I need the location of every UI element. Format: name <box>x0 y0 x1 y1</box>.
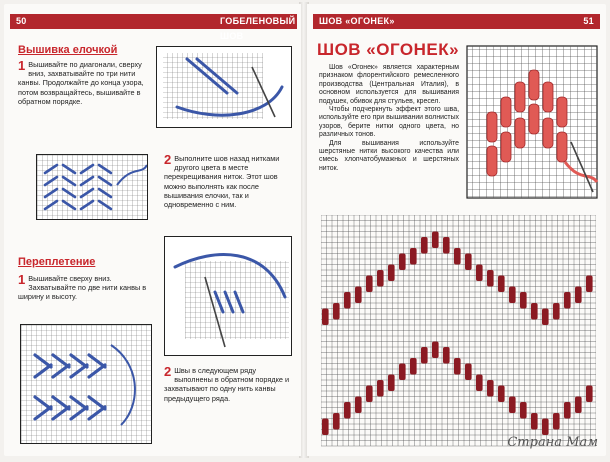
step-interlacing-1 <box>18 274 150 302</box>
stitch-mark <box>465 364 472 381</box>
flame-stitch-chart <box>321 215 596 447</box>
stitch-mark <box>465 254 472 271</box>
stitch-mark <box>564 402 571 419</box>
paragraph-3: Для вышивания используйте шерстяные нитки высокого качества или смесь хлопчатобумажных и шерстяных ниток. <box>319 139 459 172</box>
canvas-grid-illustration <box>157 47 292 128</box>
stitch-mark <box>322 419 329 436</box>
stitch-mark <box>520 292 527 309</box>
stitch-mark <box>333 303 340 320</box>
right-page <box>307 4 606 456</box>
stitch-mark <box>399 364 406 381</box>
stitch-mark <box>531 303 538 320</box>
watermark: Страна Мам <box>507 435 598 450</box>
stitch-mark <box>322 309 329 326</box>
stitch-mark <box>410 248 417 265</box>
paragraph-2: Чтобы подчеркнуть эффект этого шва, используйте его при вышивании волнистых узоров, берите нитки одного цвета, но различных тонов. <box>319 106 459 139</box>
stitch-mark <box>575 287 582 304</box>
left-page <box>4 4 301 456</box>
stitch-mark <box>575 397 582 414</box>
stitch-mark <box>355 287 362 304</box>
stitch-mark <box>344 402 351 419</box>
stitch-mark <box>454 358 461 375</box>
page-title: ШОВ «ОГОНЕК» <box>317 40 460 59</box>
herringbone-step1-illustration <box>156 46 292 128</box>
step-text: Швы в следующем ряду выполнены в обратном порядке и захватывают по одну нить канвы предыдущего ряда. <box>164 366 290 403</box>
step-text: Выполните шов назад нитками другого цвета в месте перекрещивания ниток. Этот шов можно выполнять как после вышивания елочки, так и одновременно с ним. <box>164 154 280 210</box>
step-herringbone-1 <box>18 60 150 106</box>
step-number: 2 <box>164 152 172 167</box>
stitch-mark <box>443 347 450 364</box>
stitch-mark <box>421 347 428 364</box>
interlacing-step2-illustration <box>20 324 152 444</box>
step-herringbone-2 <box>164 154 296 209</box>
stitch-mark <box>553 303 560 320</box>
left-running-head: ГОБЕЛЕНОВЫЙ ШОВ <box>220 16 296 41</box>
section-title-interlacing: Переплетение <box>18 256 96 268</box>
right-page-number: 51 <box>583 16 594 26</box>
left-running-header <box>10 14 297 41</box>
stitch-mark <box>542 419 549 436</box>
stitch-mark <box>377 270 384 287</box>
stitch-mark <box>344 292 351 309</box>
stitch-mark <box>520 402 527 419</box>
step-text: Вышивайте по диагонали, сверху вниз, захватывайте по три нити канвы. Продолжайте до конца узора, потом возвращайтесь, вышивайте в обратном порядке. <box>18 60 144 106</box>
stitch-mark <box>410 358 417 375</box>
flame-stitch-pattern-grid <box>321 215 596 447</box>
stitch-mark <box>454 248 461 265</box>
stitch-mark <box>531 413 538 430</box>
stitch-mark <box>399 254 406 271</box>
stitch-mark <box>586 276 593 293</box>
step-number: 1 <box>18 272 26 287</box>
step-text: Вышивайте сверху вниз. Захватывайте по две нити канвы в ширину и высоту. <box>18 274 147 302</box>
stitch-mark <box>564 292 571 309</box>
stitch-mark <box>432 232 439 249</box>
right-running-header <box>313 14 600 29</box>
herringbone-step2-illustration <box>36 154 148 220</box>
stitch-mark <box>366 276 373 293</box>
stitch-mark <box>509 397 516 414</box>
flame-stitch-illustration <box>465 42 599 202</box>
left-page-number: 50 <box>16 16 27 26</box>
step-number: 1 <box>18 58 26 73</box>
stitch-mark <box>388 265 395 282</box>
paragraph-1: Шов «Огонек» является характерным признаком флорентийского ремесленного производства (Центральная Италия), в основном используется для вышивания подушек, обивок для стульев, кресел. <box>319 64 459 105</box>
stitch-mark <box>509 287 516 304</box>
stitch-mark <box>333 413 340 430</box>
stitch-mark <box>377 380 384 397</box>
right-running-head: ШОВ «ОГОНЕК» <box>319 16 395 26</box>
stitch-mark <box>421 237 428 254</box>
step-interlacing-2 <box>164 366 296 403</box>
section-title-herringbone: Вышивка елочкой <box>18 44 118 56</box>
interlacing-step1-illustration <box>164 236 292 356</box>
stitch-mark <box>542 309 549 326</box>
stitch-mark <box>476 375 483 392</box>
stitch-mark <box>476 265 483 282</box>
stitch-mark <box>487 270 494 287</box>
stitch-mark <box>443 237 450 254</box>
stitch-mark <box>553 413 560 430</box>
stitch-mark <box>432 342 439 359</box>
stitch-mark <box>586 386 593 403</box>
stitch-mark <box>355 397 362 414</box>
stitch-mark <box>366 386 373 403</box>
body-text <box>319 64 459 173</box>
step-number: 2 <box>164 364 172 379</box>
stitch-mark <box>498 386 505 403</box>
stitch-mark <box>487 380 494 397</box>
stitch-mark <box>388 375 395 392</box>
stitch-mark <box>498 276 505 293</box>
